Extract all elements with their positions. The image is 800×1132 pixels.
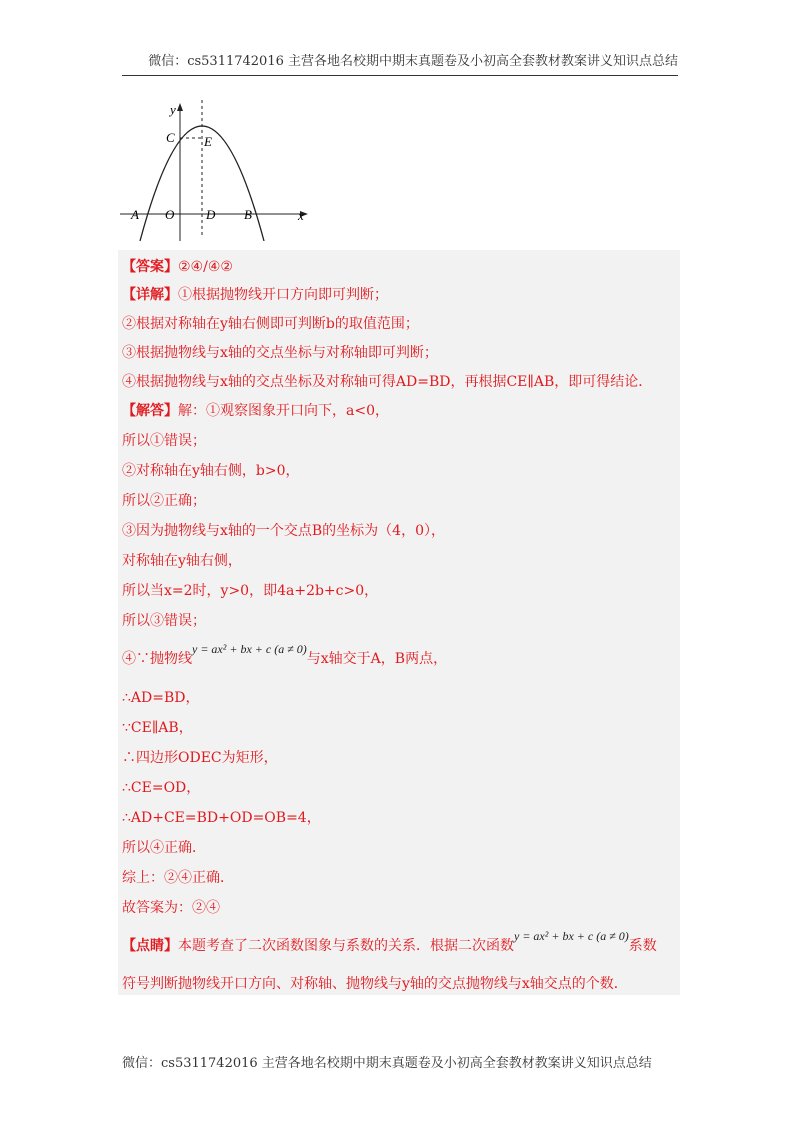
- label-d: D: [206, 207, 216, 222]
- page-header: 微信：cs5311742016 主营各地名校期中期末真题卷及小初高全套教材教案讲义知识点总结: [122, 50, 678, 76]
- label-e: E: [204, 134, 212, 149]
- solution-line: 综上：②④正确．: [122, 870, 234, 886]
- comment-line: 【点睛】本题考查了二次函数图象与系数的关系．根据二次函数y = ax² + bx + c (a ≠ 0)系数: [122, 929, 657, 954]
- solution-line: 所以③错误；: [122, 613, 206, 629]
- detail-line: 【详解】①根据抛物线开口方向即可判断；: [122, 287, 388, 303]
- solution-line: ∴AD+CE=BD+OD=OB=4，: [122, 810, 321, 826]
- comment-tag: 【点睛】: [122, 938, 178, 954]
- solution-line: 【解答】解：①观察图象开口向下，a<0，: [122, 403, 389, 419]
- label-y: y: [170, 102, 176, 117]
- solution-line: ③因为抛物线与x轴的一个交点B的坐标为（4，0），: [122, 523, 445, 539]
- answer-explanation-panel: [118, 250, 680, 995]
- solution-line: ④∵抛物线y = ax² + bx + c (a ≠ 0)与x轴交于A，B两点，: [122, 642, 448, 667]
- parabola-figure: [118, 96, 318, 241]
- answer-tag: 【答案】: [122, 259, 178, 275]
- solution-line: ∴AD=BD，: [122, 690, 200, 706]
- solution-line: 故答案为：②④: [122, 900, 220, 916]
- answer-line: 【答案】②④/④②: [122, 259, 233, 275]
- detail-line: ④根据抛物线与x轴的交点坐标及对称轴可得AD=BD，再根据CE∥AB，即可得结论．: [122, 374, 653, 390]
- label-o: O: [165, 207, 175, 222]
- page-footer: 微信：cs5311742016 主营各地名校期中期末真题卷及小初高全套教材教案讲义知识点总结: [122, 1056, 652, 1071]
- label-x: x: [298, 208, 304, 223]
- comment-line: 符号判断抛物线开口方向、对称轴、抛物线与y轴的交点抛物线与x轴交点的个数．: [122, 976, 628, 992]
- detail-tag: 【详解】: [122, 287, 178, 303]
- solution-line: 对称轴在y轴右侧，: [122, 553, 242, 569]
- solution-line: 所以①错误；: [122, 433, 206, 449]
- detail-line: ②根据对称轴在y轴右侧即可判断b的取值范围；: [122, 316, 419, 332]
- solution-tag: 【解答】: [122, 403, 178, 419]
- label-a: A: [131, 207, 139, 222]
- solution-line: 所以当x=2时，y>0，即4a+2b+c>0，: [122, 583, 379, 599]
- detail-line: ③根据抛物线与x轴的交点坐标与对称轴即可判断；: [122, 345, 438, 361]
- quadratic-formula: y = ax² + bx + c (a ≠ 0): [514, 929, 629, 943]
- quadratic-formula: y = ax² + bx + c (a ≠ 0): [192, 642, 307, 656]
- solution-line: ∴CE=OD，: [122, 780, 201, 796]
- y-axis-arrow: [177, 103, 183, 111]
- solution-line: ∴四边形ODEC为矩形，: [122, 750, 278, 766]
- label-c: C: [166, 130, 175, 145]
- solution-line: 所以④正确．: [122, 840, 206, 856]
- solution-line: ②对称轴在y轴右侧，b>0，: [122, 463, 300, 479]
- solution-line: 所以②正确；: [122, 493, 206, 509]
- parabola-graph: [118, 96, 318, 241]
- solution-line: ∵CE∥AB，: [122, 720, 193, 736]
- label-b: B: [244, 207, 252, 222]
